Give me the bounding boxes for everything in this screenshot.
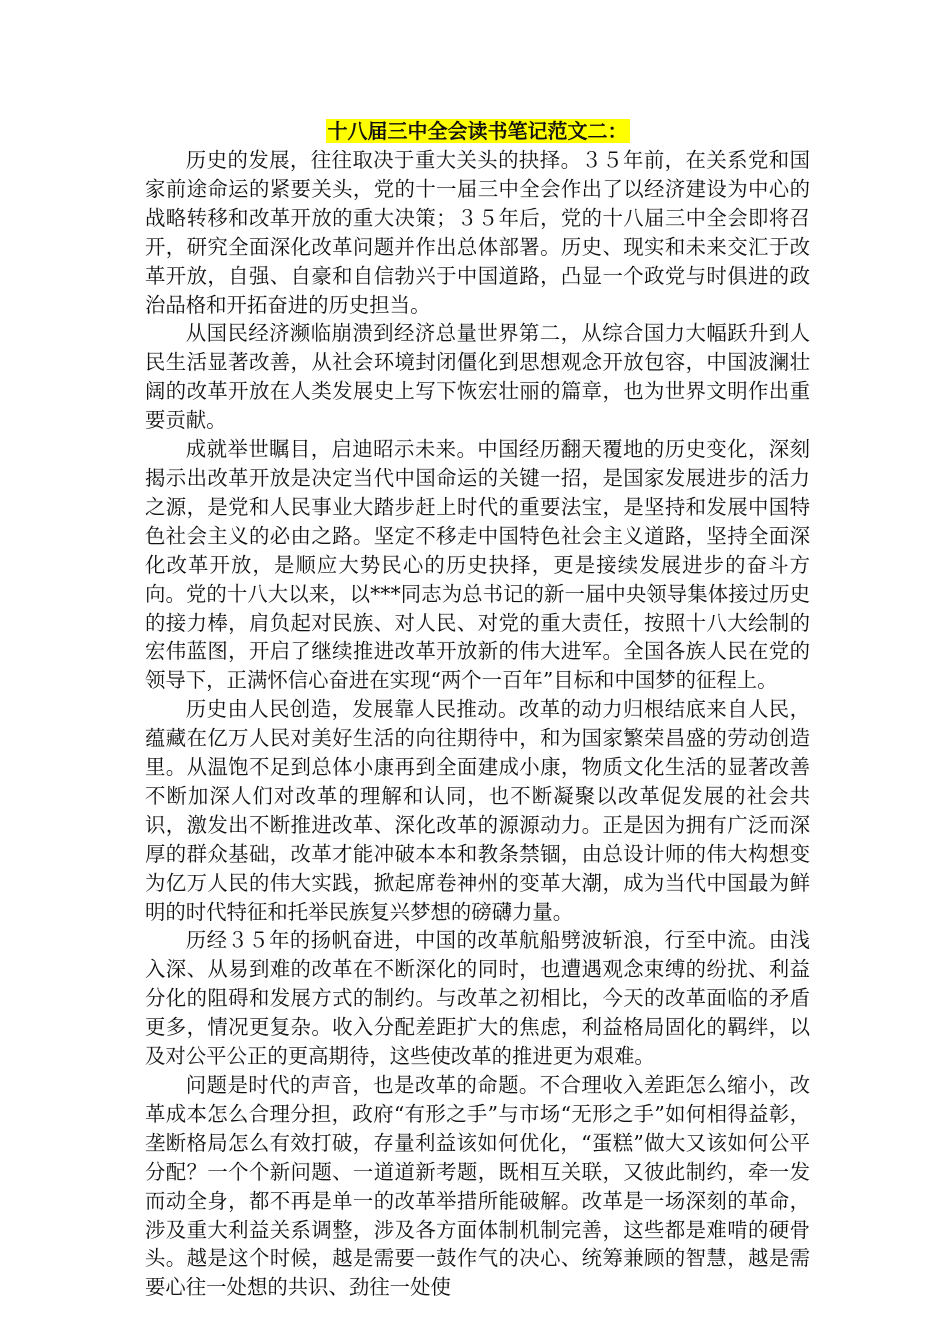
paragraph-1: 历史的发展，往往取决于重大关头的抉择。３５年前，在关系党和国家前途命运的紧要关头，党的十一届三中全会作出了以经济建设为中心的战略转移和改革开放的重大决策；３５年后，党的十八届三中全会即将召开，研究全面深化改革问题并作出总体部署。历史、现实和未来交汇于改革开放，自强、自豪和自信勃兴于中国道路，凸显一个政党与时俱进的政治品格和开拓奋进的历史担当。 [145, 148, 810, 317]
document-title-text: 十八届三中全会读书笔记范文二： [327, 119, 628, 143]
paragraph-3: 成就举世瞩目，启迪昭示未来。中国经历翻天覆地的历史变化，深刻揭示出改革开放是决定当代中国命运的关键一招，是国家发展进步的活力之源，是党和人民事业大踏步赶上时代的重要法宝，是坚持和发展中国特色社会主义的必由之路。坚定不移走中国特色社会主义道路，坚持全面深化改革开放，是顺应大势民心的历史抉择，更是接续发展进步的奋斗方向。党的十八大以来，以***同志为总书记的新一届中央领导集体接过历史的接力棒，肩负起对民族、对人民、对党的重大责任，按照十八大绘制的宏伟蓝图，开启了继续推进改革开放新的伟大进军。全国各族人民在党的领导下，正满怀信心奋进在实现“两个一百年”目标和中国梦的征程上。 [145, 437, 810, 693]
paragraph-5: 历经３５年的扬帆奋进，中国的改革航船劈波斩浪，行至中流。由浅入深、从易到难的改革在不断深化的同时，也遭遇观念束缚的纷扰、利益分化的阻碍和发展方式的制约。与改革之初相比，今天的改革面临的矛盾更多，情况更复杂。收入分配差距扩大的焦虑，利益格局固化的羁绊，以及对公平公正的更高期待，这些使改革的推进更为艰难。 [145, 928, 810, 1069]
document-page [145, 118, 810, 1302]
paragraph-6: 问题是时代的声音，也是改革的命题。不合理收入差距怎么缩小，改革成本怎么合理分担，政府“有形之手”与市场“无形之手”如何相得益彰，垄断格局怎么有效打破，存量利益该如何优化，“蛋糕”做大又该如何公平分配？一个个新问题、一道道新考题，既相互关联，又彼此制约，牵一发而动全身，都不再是单一的改革举措所能破解。改革是一场深刻的革命，涉及重大利益关系调整，涉及各方面体制机制完善，这些都是难啃的硬骨头。越是这个时候，越是需要一鼓作气的决心、统筹兼顾的智慧，越是需要心往一处想的共识、劲往一处使 [145, 1073, 810, 1300]
paragraph-4: 历史由人民创造，发展靠人民推动。改革的动力归根结底来自人民，蕴藏在亿万人民对美好生活的向往期待中，和为国家繁荣昌盛的劳动创造里。从温饱不足到总体小康再到全面建成小康，物质文化生活的显著改善不断加深人们对改革的理解和认同，也不断凝聚以改革促发展的社会共识，激发出不断推进改革、深化改革的源源动力。正是因为拥有广泛而深厚的群众基础，改革才能冲破本本和教条禁锢，由总设计师的伟大构想变为亿万人民的伟大实践，掀起席卷神州的变革大潮，成为当代中国最为鲜明的时代特征和托举民族复兴梦想的磅礴力量。 [145, 697, 810, 924]
document-title [145, 118, 810, 144]
paragraph-2: 从国民经济濒临崩溃到经济总量世界第二，从综合国力大幅跃升到人民生活显著改善，从社会环境封闭僵化到思想观念开放包容，中国波澜壮阔的改革开放在人类发展史上写下恢宏壮丽的篇章，也为世界文明作出重要贡献。 [145, 321, 810, 433]
